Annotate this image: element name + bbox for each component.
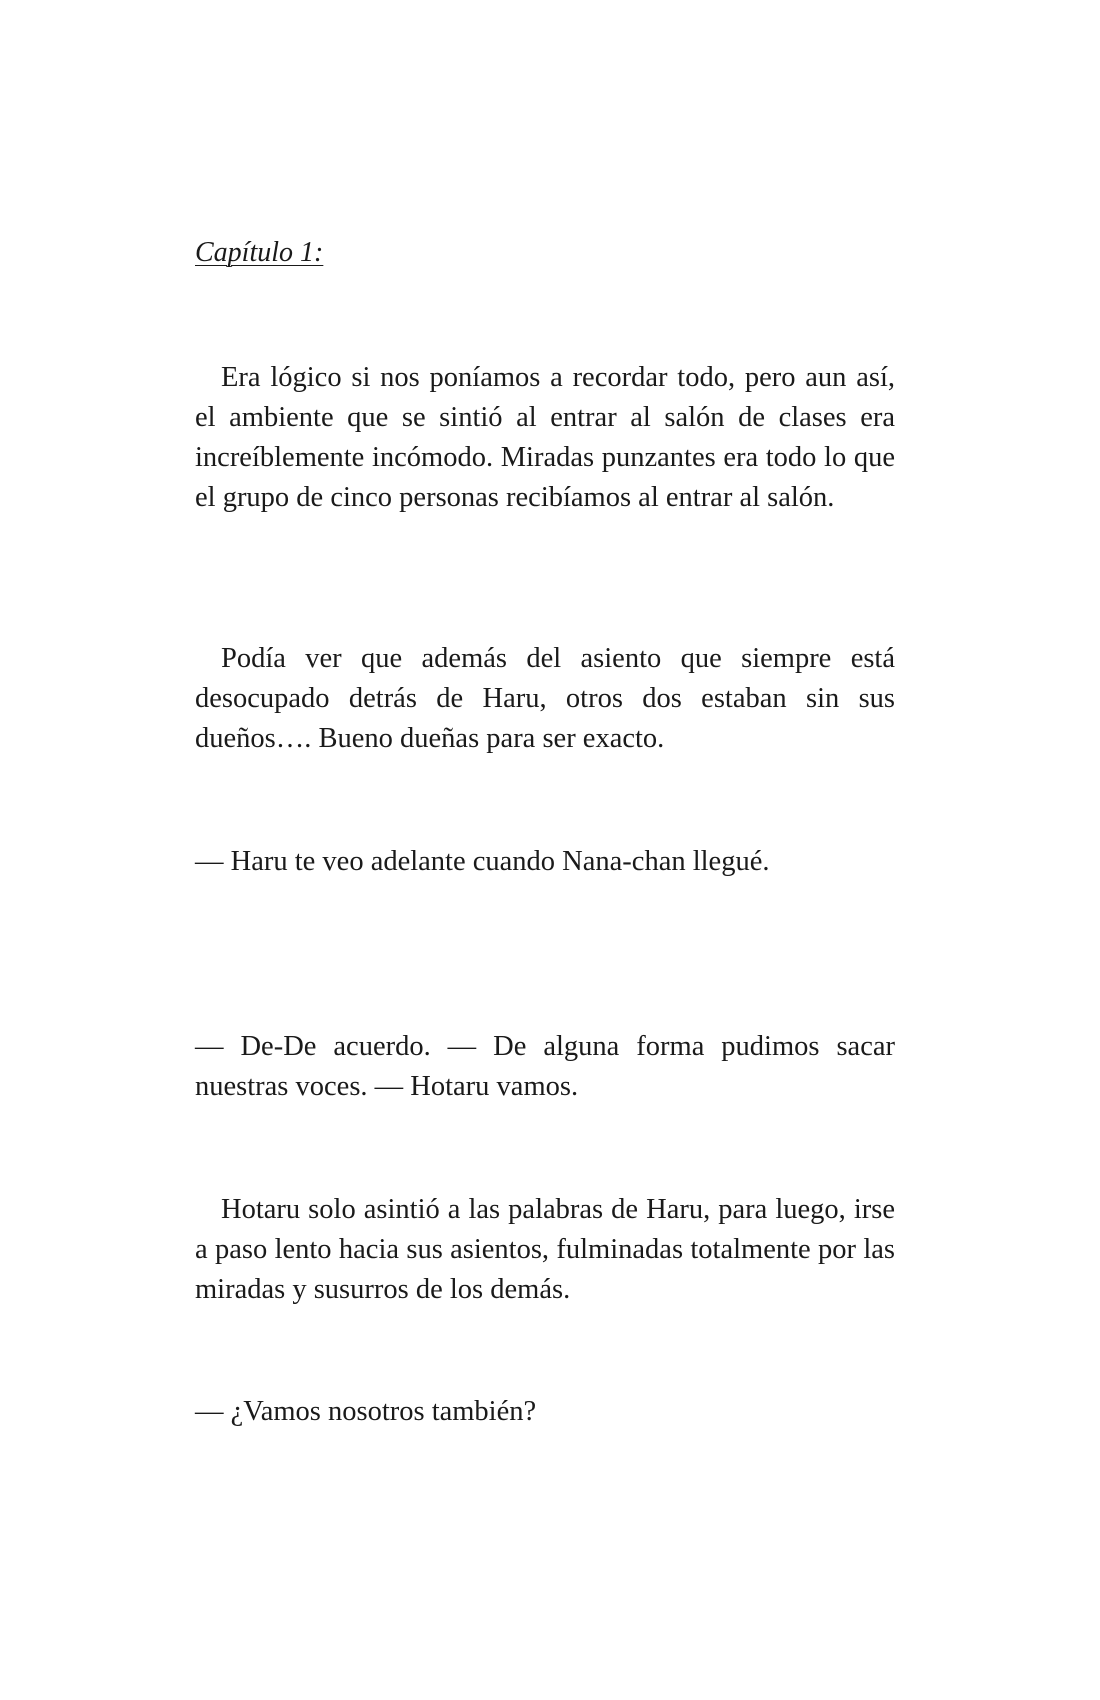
paragraph-narration-1: Era lógico si nos poníamos a recordar todo, pero aun así, el ambiente que se sintió al entrar al salón de clases era increíblemente incómodo. Miradas punzantes era todo lo que el grupo de cinco personas recibíamos al entrar al salón. [195,362,895,513]
paragraph-narration-3: Hotaru solo asintió a las palabras de Haru, para luego, irse a paso lento hacia sus asientos, fulminadas totalmente por las miradas y susurros de los demás. [195,1194,895,1305]
document-page [195,0,895,1700]
paragraph-dialog-2: — De-De acuerdo. — De alguna forma pudimos sacar nuestras voces. — Hotaru vamos. [195,1031,895,1102]
paragraph-narration-2: Podía ver que además del asiento que siempre está desocupado detrás de Haru, otros dos estaban sin sus dueños…. Bueno dueñas para ser exacto. [195,643,895,754]
paragraph-dialog-3: — ¿Vamos nosotros también? [195,1396,537,1427]
paragraph-dialog-1: — Haru te veo adelante cuando Nana-chan llegué. [195,846,770,877]
chapter-title: Capítulo 1: [195,237,324,268]
